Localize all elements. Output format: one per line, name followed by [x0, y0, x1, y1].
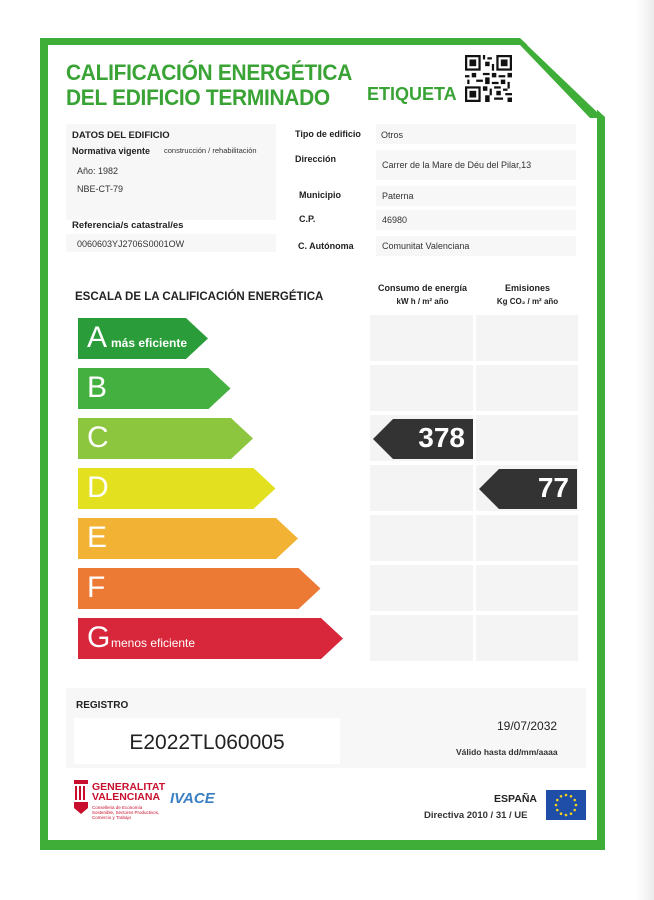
energy-bar-a [78, 318, 208, 359]
direccion-value: Carrer de la Mare de Déu del Pilar,13 [382, 160, 532, 170]
normativa-code: NBE-CT-79 [77, 184, 124, 194]
consumo-cell [370, 515, 473, 561]
grade-letter: G [87, 621, 111, 654]
gva-shield-icon [74, 780, 88, 814]
title-line-2: DEL EDIFICIO TERMINADO [66, 85, 330, 110]
ivace-logo: IVACE [170, 790, 215, 807]
grade-note: más eficiente [111, 336, 188, 350]
emisiones-cell [476, 565, 578, 611]
valid-date: 19/07/2032 [497, 719, 558, 733]
datos-title: DATOS DEL EDIFICIO [72, 130, 170, 141]
energy-bar-d [78, 468, 276, 509]
grade-letter: F [87, 571, 106, 604]
autonoma-value: Comunitat Valenciana [382, 241, 470, 251]
tipo-panel [376, 124, 576, 144]
energy-bar-f [78, 568, 321, 609]
consumo-cell [370, 615, 473, 661]
normativa-year: Año: 1982 [77, 166, 119, 176]
referencia-value: 0060603YJ2706S0001OW [77, 239, 185, 249]
consumo-unit: kW h / m² año [396, 297, 449, 306]
consumo-rating [373, 419, 473, 457]
cp-label: C.P. [299, 214, 316, 224]
directive: Directiva 2010 / 31 / UE [424, 810, 528, 821]
emisiones-cell [476, 315, 578, 361]
grade-letter: B [87, 371, 108, 404]
municipio-label: Municipio [299, 190, 341, 200]
qr-code-icon[interactable] [465, 55, 512, 102]
normativa-label: Normativa vigente [72, 146, 151, 156]
normativa-note: construcción / rehabilitación [164, 146, 257, 155]
consumo-cell [370, 465, 473, 511]
emisiones-cell [476, 515, 578, 561]
energy-bar-b [78, 368, 231, 409]
energy-bar-e [78, 518, 298, 559]
valid-label: Válido hasta dd/mm/aaaa [456, 747, 558, 757]
grade-letter: A [87, 321, 108, 354]
direccion-label: Dirección [295, 154, 337, 164]
referencia-label: Referencia/s catastral/es [72, 220, 184, 231]
tipo-label: Tipo de edificio [295, 129, 361, 139]
etiqueta-label: ETIQUETA [367, 84, 457, 104]
gva-sub-3: Comercio y Trabajo [92, 815, 132, 820]
grade-letter: E [87, 521, 108, 554]
consumo-cell [370, 565, 473, 611]
emisiones-rating [479, 469, 577, 507]
gva-name-2: VALENCIANA [92, 791, 161, 803]
municipio-value: Paterna [382, 191, 414, 201]
autonoma-label: C. Autónoma [298, 241, 354, 251]
consumo-cell [370, 315, 473, 361]
emisiones-value: 77 [537, 472, 569, 503]
scan-edge [636, 0, 654, 900]
grade-letter: C [87, 421, 109, 454]
emisiones-unit: Kg CO₂ / m² año [496, 297, 559, 306]
eu-flag-icon [546, 790, 586, 820]
energy-bar-g [78, 618, 343, 659]
cp-value: 46980 [382, 215, 408, 225]
country: ESPAÑA [494, 793, 537, 805]
tipo-value: Otros [381, 130, 404, 140]
consumo-value: 378 [418, 422, 465, 453]
emisiones-cell [476, 365, 578, 411]
scale-title: ESCALA DE LA CALIFICACIÓN ENERGÉTICA [75, 291, 324, 303]
title-line-1: CALIFICACIÓN ENERGÉTICA [66, 60, 353, 85]
grade-letter: D [87, 471, 109, 504]
emisiones-cell [476, 415, 578, 461]
emisiones-cell [476, 615, 578, 661]
registro-number: E2022TL060005 [129, 731, 285, 754]
consumo-header: Consumo de energía [377, 283, 467, 293]
gva-sub-1: Conselleria de Economía [92, 805, 143, 810]
grade-note: menos eficiente [111, 636, 196, 650]
consumo-cell [370, 365, 473, 411]
energy-bar-c [78, 418, 253, 459]
gva-name-1: GENERALITAT [92, 781, 166, 793]
emisiones-header: Emisiones [504, 283, 551, 293]
registro-label: REGISTRO [76, 700, 129, 711]
gva-sub-2: Sostenible, Sectores Productivos, [92, 810, 160, 815]
